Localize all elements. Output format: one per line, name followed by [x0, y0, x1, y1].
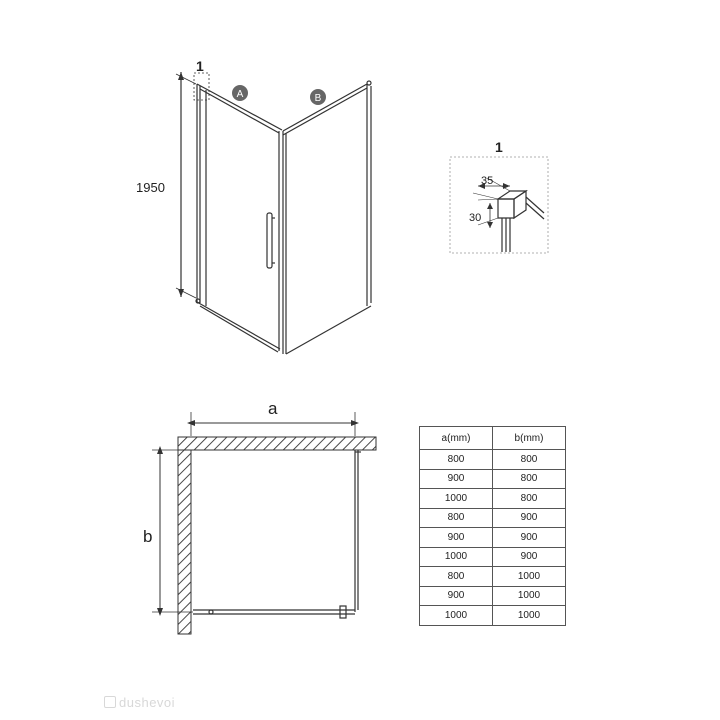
cell-b: 800 — [493, 469, 566, 489]
table-row — [420, 489, 566, 509]
panel-b-badge — [310, 89, 326, 105]
plan-width-label: a — [268, 399, 278, 418]
table-row — [420, 469, 566, 489]
panel-a-badge — [232, 85, 248, 101]
profile-detail — [450, 157, 548, 253]
table-row — [420, 567, 566, 587]
plan-depth-label: b — [143, 527, 153, 546]
table-row — [420, 450, 566, 470]
profile-width-label: 35 — [481, 175, 494, 187]
cell-a: 1000 — [420, 606, 493, 626]
profile-depth-label: 30 — [469, 212, 482, 224]
table-row — [420, 586, 566, 606]
header-b: b(mm) — [493, 427, 566, 450]
height-label: 1950 — [136, 180, 165, 195]
door-panel-a — [196, 84, 282, 352]
size-table — [419, 426, 566, 626]
watermark-logo-icon — [104, 696, 116, 708]
cell-a: 800 — [420, 567, 493, 587]
wall-top — [178, 437, 376, 450]
cell-b: 1000 — [493, 586, 566, 606]
cell-a: 800 — [420, 508, 493, 528]
watermark — [104, 695, 175, 710]
table-row — [420, 547, 566, 567]
cell-a: 900 — [420, 586, 493, 606]
table-header-row — [420, 427, 566, 450]
cell-a: 800 — [420, 450, 493, 470]
detail-title: 1 — [495, 139, 503, 155]
wall-left — [178, 450, 191, 634]
door-handle — [267, 213, 272, 268]
svg-text:B: B — [314, 93, 322, 104]
profile-top — [498, 191, 526, 199]
cell-b: 900 — [493, 547, 566, 567]
cell-a: 900 — [420, 469, 493, 489]
profile-side — [514, 191, 526, 218]
profile-front — [498, 199, 514, 218]
cell-b: 1000 — [493, 567, 566, 587]
table-row — [420, 508, 566, 528]
detail-frame — [450, 157, 548, 253]
cell-b: 900 — [493, 528, 566, 548]
cell-a: 1000 — [420, 547, 493, 567]
table-row — [420, 528, 566, 548]
cell-b: 1000 — [493, 606, 566, 626]
svg-text:A: A — [236, 89, 244, 100]
cell-a: 900 — [420, 528, 493, 548]
plan-view — [152, 412, 376, 634]
detail-marker-label: 1 — [196, 58, 204, 74]
cell-b: 800 — [493, 450, 566, 470]
watermark-text: dushevoi — [119, 695, 176, 710]
cell-b: 900 — [493, 508, 566, 528]
cell-b: 800 — [493, 489, 566, 509]
enclosure-elevation — [176, 72, 371, 354]
table-row — [420, 606, 566, 626]
side-panel-b — [283, 81, 371, 354]
cell-a: 1000 — [420, 489, 493, 509]
header-a: a(mm) — [420, 427, 493, 450]
